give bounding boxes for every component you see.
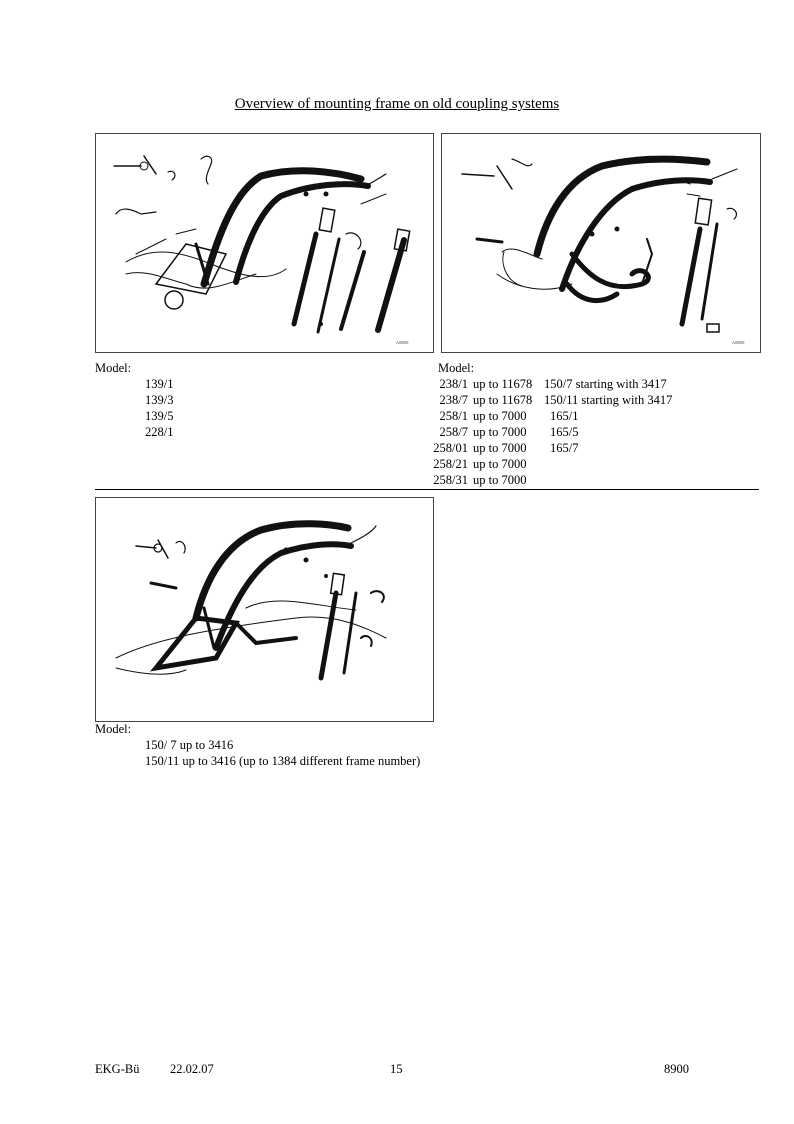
model-item: 139/1 <box>145 377 174 391</box>
model-range: up to 11678 <box>473 377 533 391</box>
model-heading-right: Model: <box>438 361 475 375</box>
footer-date: 22.02.07 <box>170 1062 214 1076</box>
model-line: 150/ 7 up to 3416 <box>145 738 234 752</box>
model-range: up to 7000 <box>473 457 527 471</box>
model-number: 258/31 <box>433 473 468 487</box>
model-number: 258/01 <box>433 441 468 455</box>
model-extra: 150/7 starting with 3417 <box>544 377 667 391</box>
model-extra: 165/7 <box>550 441 579 455</box>
model-number: 238/7 <box>439 393 468 407</box>
model-number: 238/1 <box>439 377 468 391</box>
figure-code: A00001 <box>732 340 745 345</box>
footer-author: EKG-Bü <box>95 1062 140 1076</box>
document-number: 8900 <box>664 1062 689 1076</box>
frame-diagram-1 <box>95 133 434 353</box>
model-extra: 150/11 starting with 3417 <box>544 393 673 407</box>
model-heading-left: Model: <box>95 361 132 375</box>
model-range: up to 7000 <box>473 409 527 423</box>
model-range: up to 7000 <box>473 441 527 455</box>
model-item: 139/3 <box>145 393 174 407</box>
page-title: Overview of mounting frame on old coupling systems <box>234 96 560 112</box>
model-extra: 165/5 <box>550 425 579 439</box>
model-range: up to 7000 <box>473 473 527 487</box>
model-number: 258/21 <box>433 457 468 471</box>
model-line: 150/11 up to 3416 (up to 1384 different frame number) <box>145 754 421 768</box>
frame-diagram-3 <box>95 497 434 722</box>
model-heading-2: Model: <box>95 722 132 736</box>
model-extra: 165/1 <box>550 409 579 423</box>
section-divider <box>95 489 759 490</box>
frame-diagram-2 <box>441 133 761 353</box>
page-number: 15 <box>390 1062 403 1076</box>
figure-code: A00001 <box>396 340 409 345</box>
model-range: up to 7000 <box>473 425 527 439</box>
model-range: up to 11678 <box>473 393 533 407</box>
model-number: 258/7 <box>439 425 468 439</box>
model-number: 258/1 <box>439 409 468 423</box>
model-item: 228/1 <box>145 425 174 439</box>
model-item: 139/5 <box>145 409 174 423</box>
